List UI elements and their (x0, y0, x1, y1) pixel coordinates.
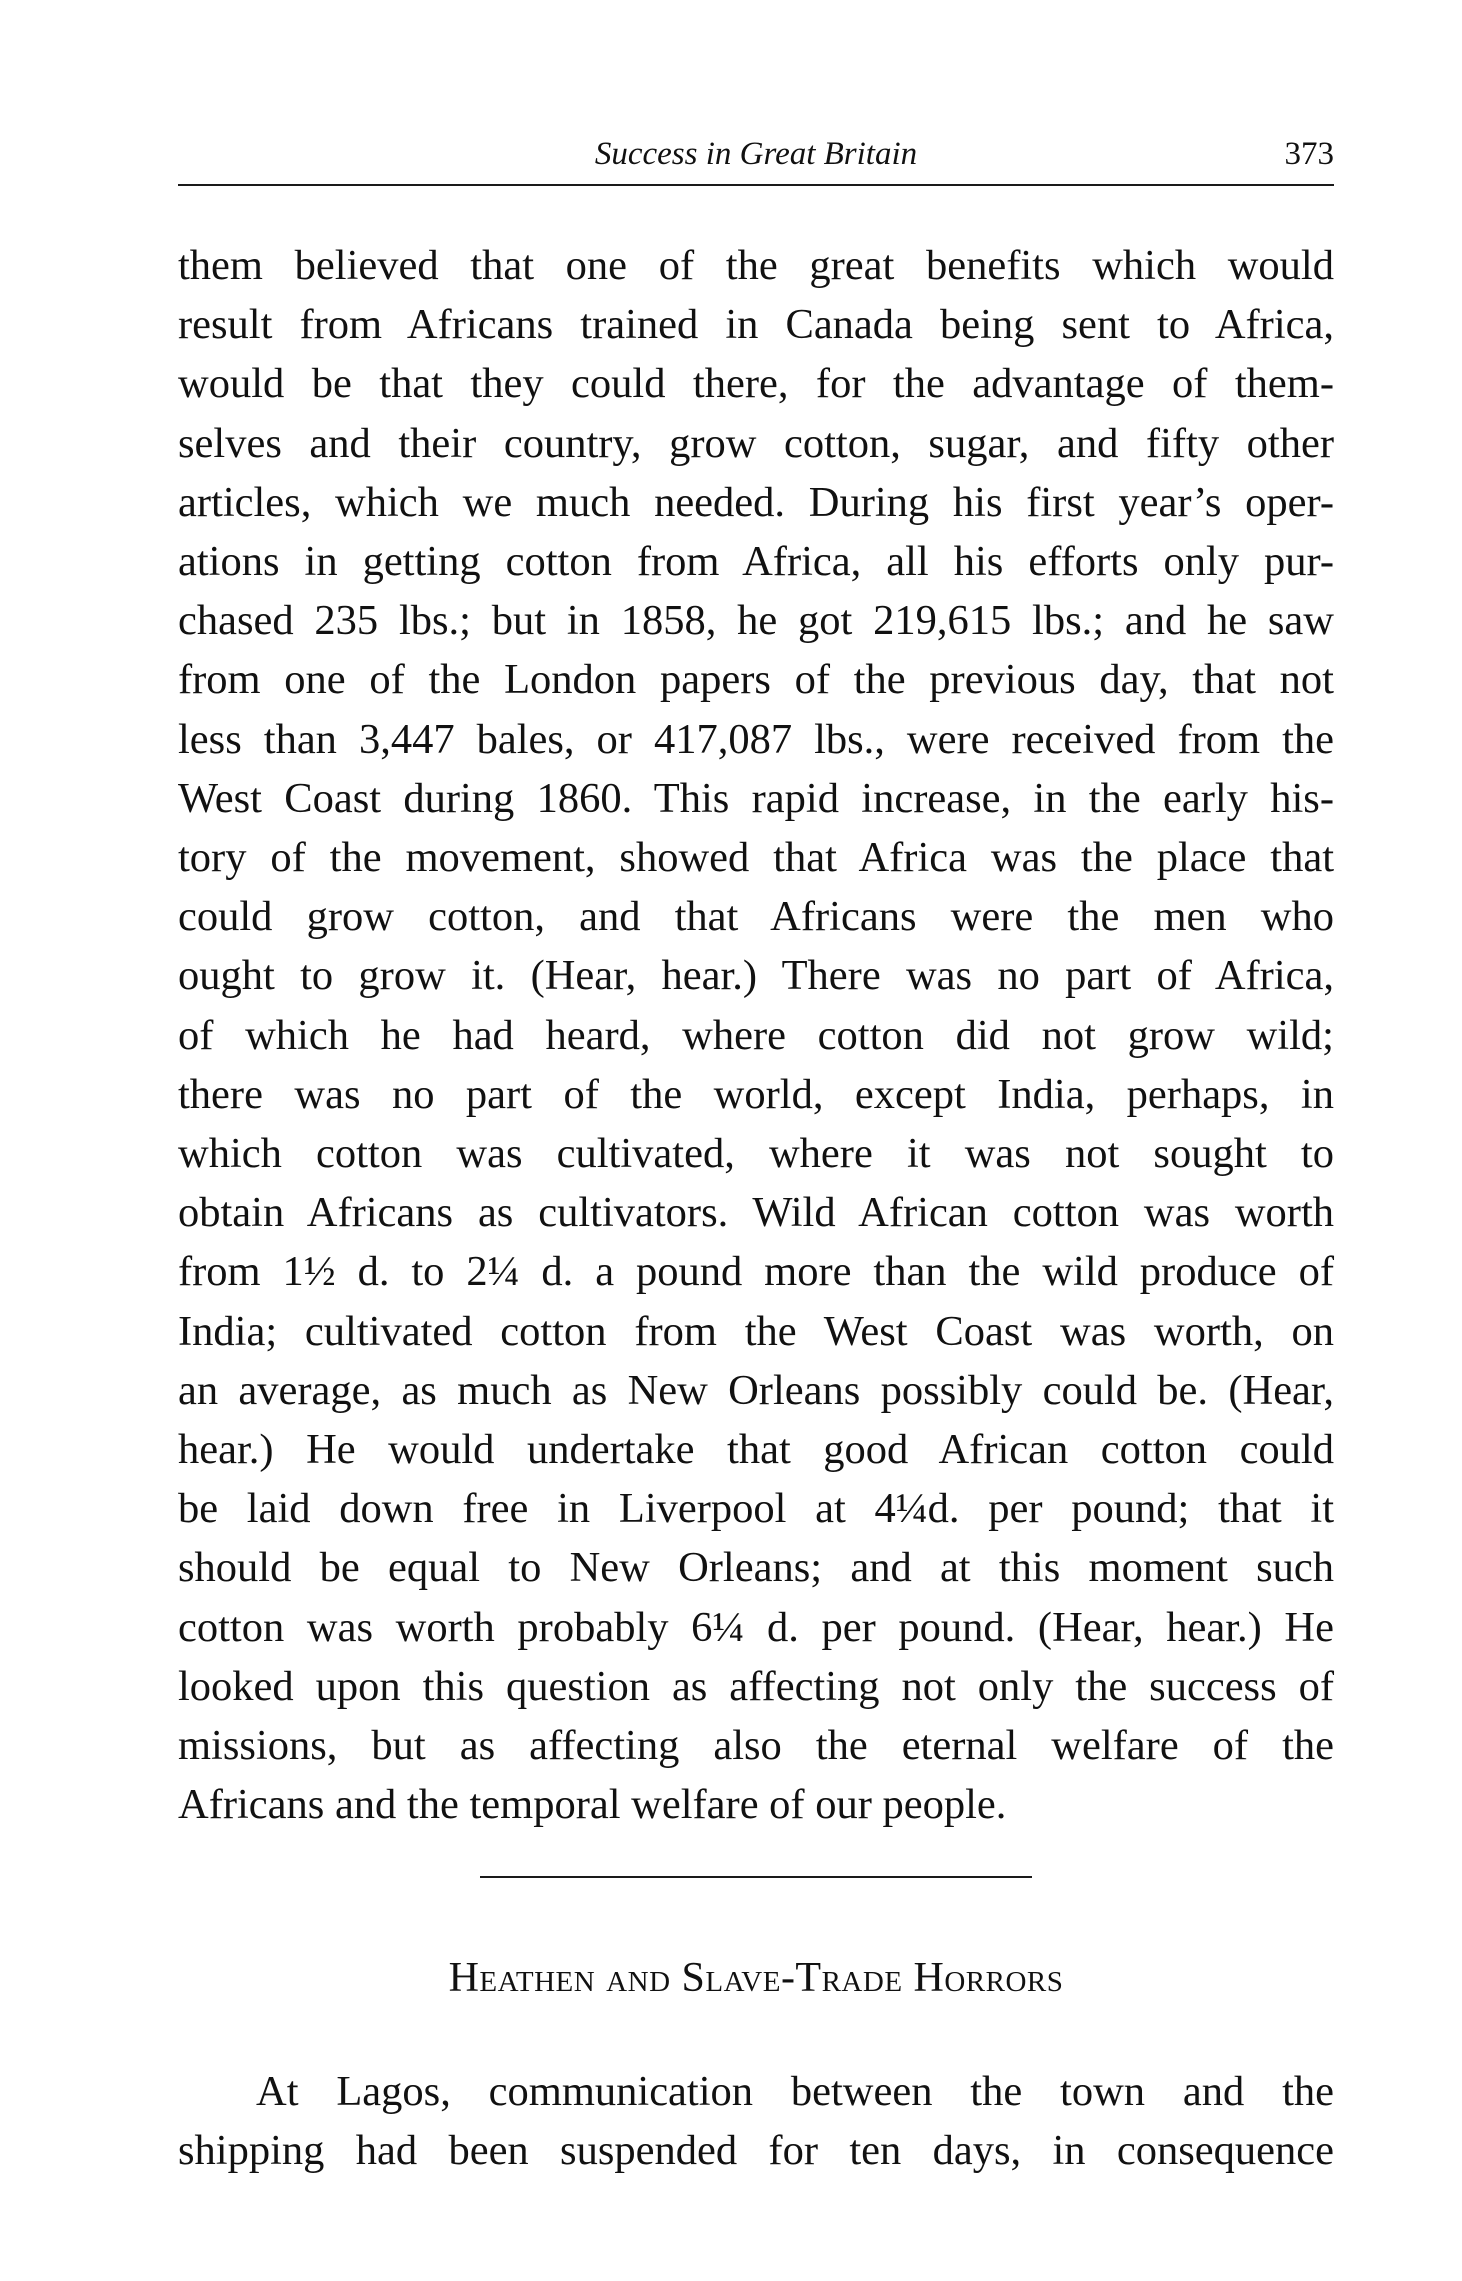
text-line: of which he had heard, where cotton did not grow wild; (178, 1011, 1334, 1059)
section-heading: Heathen and Slave-Trade Horrors (448, 1955, 1064, 2001)
text-line: be laid down free in Liverpool at 4¼d. per pound; that it (178, 1485, 1334, 1533)
text-line: there was no part of the world, except India, perhaps, in (178, 1070, 1334, 1118)
text-line: chased 235 lbs.; but in 1858, he got 219,615 lbs.; and he saw (178, 597, 1334, 645)
text-line: which cotton was cultivated, where it was not sought to (178, 1130, 1334, 1178)
body-paragraph (178, 236, 1334, 1834)
text-line: less than 3,447 bales, or 417,087 lbs., were received from the (178, 715, 1334, 763)
text-line: cotton was worth probably 6¼ d. per pound. (Hear, hear.) He (178, 1603, 1334, 1651)
text-line: tory of the movement, showed that Africa was the place that (178, 834, 1334, 882)
page-number: 373 (1284, 136, 1334, 172)
text-line: missions, but as affecting also the eternal welfare of the (178, 1722, 1334, 1770)
text-line: obtain Africans as cultivators. Wild African cotton was worth (178, 1189, 1334, 1237)
text-line: from one of the London papers of the previous day, that not (178, 656, 1334, 704)
text-line: should be equal to New Orleans; and at this moment such (178, 1544, 1334, 1592)
text-line: Africans and the temporal welfare of our people. (178, 1781, 1007, 1829)
text-line: India; cultivated cotton from the West Coast was worth, on (178, 1307, 1334, 1355)
text-line: hear.) He would undertake that good African cotton could (178, 1426, 1334, 1474)
text-line: could grow cotton, and that Africans were the men who (178, 893, 1334, 941)
text-line: articles, which we much needed. During his first year’s oper- (178, 478, 1334, 526)
text-line: result from Africans trained in Canada being sent to Africa, (178, 301, 1334, 349)
section-paragraph (178, 2062, 1334, 2180)
text-line: ations in getting cotton from Africa, all his efforts only pur- (178, 538, 1334, 586)
text-line: an average, as much as New Orleans possibly could be. (Hear, (178, 1366, 1334, 1414)
text-line: them believed that one of the great benefits which would (178, 242, 1334, 289)
running-title: Success in Great Britain (594, 136, 918, 172)
running-header (178, 128, 1334, 186)
text-line: At Lagos, communication between the town and the (256, 2068, 1334, 2115)
section-divider (480, 1876, 1032, 1878)
text-line: selves and their country, grow cotton, sugar, and fifty other (178, 419, 1334, 467)
text-line: ought to grow it. (Hear, hear.) There was no part of Africa, (178, 952, 1334, 1000)
text-line: West Coast during 1860. This rapid increase, in the early his- (178, 774, 1334, 822)
text-line: shipping had been suspended for ten days, in consequence (178, 2127, 1334, 2175)
text-line: from 1½ d. to 2¼ d. a pound more than the wild produce of (178, 1248, 1334, 1296)
text-line: looked upon this question as affecting not only the success of (178, 1662, 1334, 1710)
text-line: would be that they could there, for the advantage of them- (178, 360, 1334, 408)
